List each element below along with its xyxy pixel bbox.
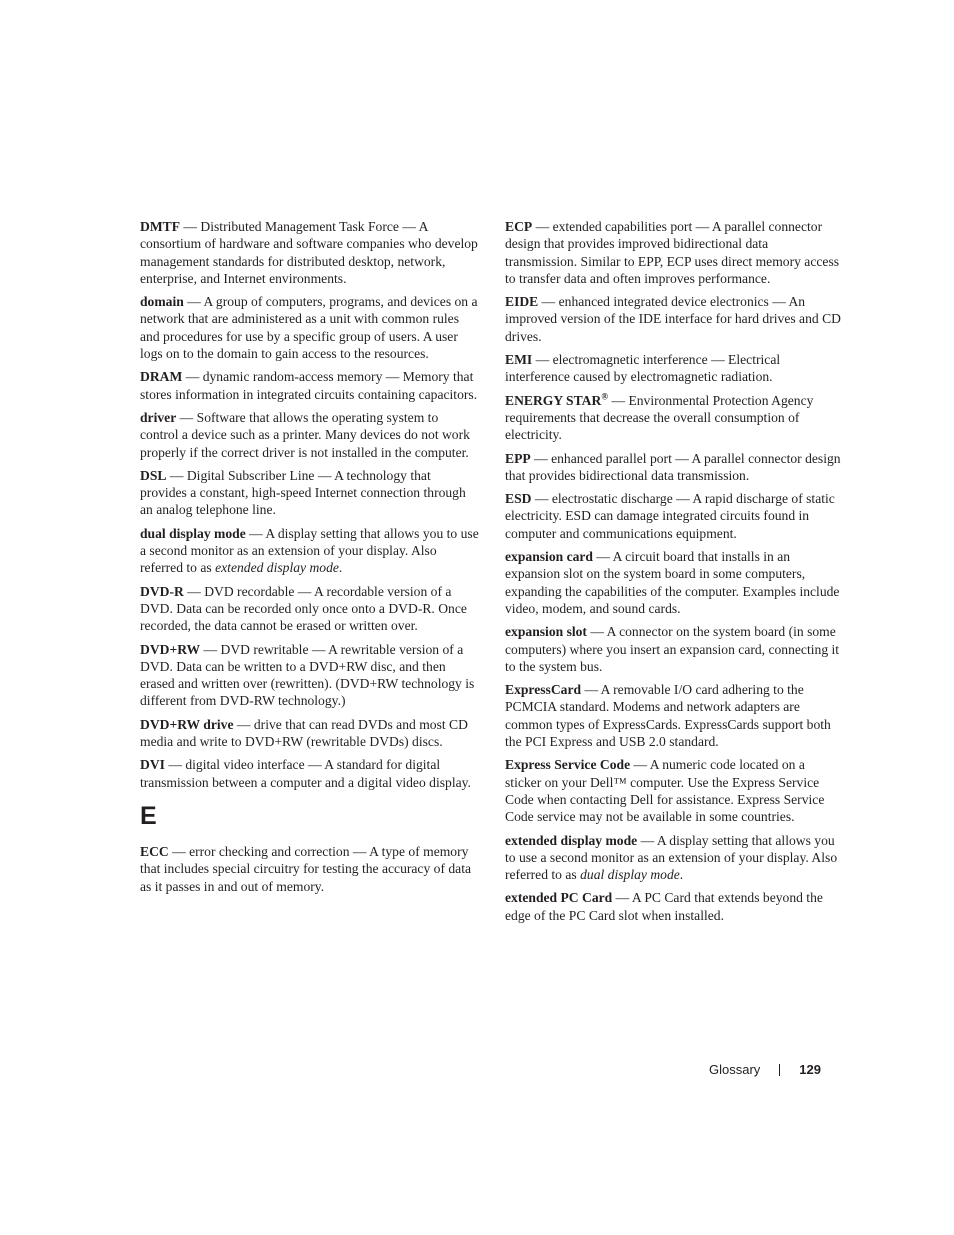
glossary-term [140, 526, 246, 541]
section-letter-heading: E [140, 801, 157, 830]
glossary-definition: — A removable I/O card adhering to the PCMCIA standard. Modems and network adapters are common types of ExpressCards. ExpressCards support both the PCI Express and USB 2.0 standard. [505, 682, 831, 750]
glossary-term-text: DSL [140, 467, 167, 483]
glossary-term-text: DVI [140, 757, 165, 773]
glossary-entry [140, 756, 480, 791]
glossary-entry [505, 832, 843, 884]
glossary-definition: — enhanced integrated device electronics — An improved version of the IDE interface for hard drives and CD drives. [505, 294, 841, 344]
glossary-term-text: extended display mode [505, 832, 638, 848]
glossary-term-text: DMTF [140, 219, 181, 234]
glossary-definition: — DVD recordable — A recordable version of a DVD. Data can be recorded only once onto a DVD-R. Once recorded, the data cannot be erased or written over. [140, 583, 467, 634]
glossary-term-text: DVD+RW drive [140, 716, 234, 732]
glossary-term [505, 393, 608, 408]
glossary-entry [140, 409, 480, 461]
glossary-definition: — digital video interface — A standard for digital transmission between a computer and a digital video display. [140, 757, 471, 790]
glossary-entry [505, 392, 843, 444]
glossary-definition: — Distributed Management Task Force — A consortium of hardware and software companies who develop management standards for distributed desktop, network, enterprise, and Internet environments. [140, 219, 478, 286]
glossary-entry [140, 467, 480, 519]
right-entries [505, 218, 843, 924]
glossary-term [140, 717, 233, 732]
glossary-term [140, 757, 165, 772]
glossary-term [505, 352, 532, 367]
glossary-definition: — drive that can read DVDs and most CD media and write to DVD+RW (rewritable DVDs) discs. [140, 716, 468, 750]
glossary-term-text: extended PC Card [505, 890, 613, 906]
glossary-definition: — A display setting that allows you to use a second monitor as an extension of your display. Also referred to as [505, 832, 838, 883]
right-column [505, 218, 843, 930]
glossary-term [140, 642, 200, 657]
glossary-entry [505, 623, 843, 675]
glossary-definition: — A circuit board that installs in an expansion slot on the system board in some computers, expanding the capabilities of the computer. Examples include video, modem, and sound cards. [505, 549, 840, 616]
footer-separator [779, 1064, 780, 1076]
glossary-term [505, 219, 532, 234]
glossary-term [505, 491, 531, 506]
glossary-definition: — A connector on the system board (in some computers) where you insert an expansion card, connecting it to the system bus. [505, 624, 840, 674]
glossary-definition: — extended capabilities port — A parallel connector design that provides improved bidirectional data transmission. Similar to EPP, ECP uses direct memory access to transfer data and often improves performance. [505, 219, 840, 286]
glossary-definition: — electromagnetic interference — Electrical interference caused by electromagnetic radiation. [505, 352, 781, 385]
glossary-definition: — electrostatic discharge — A rapid discharge of static electricity. ESD can damage integrated circuits found in computer and communications equipment. [505, 491, 835, 541]
glossary-term-text: DRAM [140, 369, 183, 385]
glossary-term-text: driver [140, 409, 177, 425]
glossary-entry [140, 641, 480, 710]
glossary-definition-end: . [338, 560, 343, 576]
entries-before-e [140, 218, 480, 791]
glossary-entry [140, 716, 480, 751]
glossary-term [140, 219, 180, 234]
glossary-definition: — A numeric code located on a sticker on your Dell™ computer. Use the Express Service Code when contacting Dell for assistance. Express Service Code service may not be available in some countries. [505, 757, 825, 825]
glossary-term [140, 584, 184, 599]
registered-mark: ® [601, 391, 609, 402]
glossary-entry [505, 293, 843, 345]
glossary-term-text: EMI [505, 352, 533, 368]
glossary-term-text: domain [140, 294, 184, 310]
glossary-term [505, 294, 538, 309]
glossary-term [140, 844, 169, 859]
glossary-entry [505, 351, 843, 386]
glossary-definition: — A display setting that allows you to use a second monitor as an extension of your display. Also referred to as [140, 525, 479, 576]
glossary-term [505, 833, 637, 848]
glossary-entry [140, 218, 480, 287]
glossary-term [140, 369, 182, 384]
glossary-term-text: DVD+RW [140, 641, 201, 657]
glossary-entry [505, 889, 843, 924]
glossary-entry [140, 843, 480, 895]
glossary-term-text: ESD [505, 491, 532, 507]
left-column [140, 218, 480, 901]
glossary-definition: — Software that allows the operating system to control a device such as a printer. Many devices do not work properly if the correct driver is not installed in the computer. [140, 409, 470, 460]
glossary-term [505, 890, 612, 905]
glossary-cross-reference: extended display mode [215, 560, 339, 576]
page-number: 129 [799, 1062, 821, 1077]
glossary-term-text: EPP [505, 450, 531, 466]
glossary-term-text: ECC [140, 843, 169, 859]
glossary-definition: — Digital Subscriber Line — A technology that provides a constant, high-speed Internet connection through an analog telephone line. [140, 467, 466, 518]
glossary-term [505, 682, 581, 697]
glossary-term [140, 410, 176, 425]
glossary-term-text: ENERGY STAR [505, 392, 602, 408]
glossary-definition: — enhanced parallel port — A parallel connector design that provides bidirectional data transmission. [505, 450, 841, 483]
glossary-definition: — error checking and correction — A type of memory that includes special circuitry for testing the accuracy of data as it passes in and out of memory. [140, 843, 472, 894]
glossary-term-text: expansion slot [505, 624, 587, 640]
glossary-definition-end: . [679, 867, 684, 883]
glossary-term-text: Express Service Code [505, 757, 631, 773]
glossary-definition: — A group of computers, programs, and devices on a network that are administered as a unit with common rules and procedures for use by a specific group of users. A user logs on to the domain to gain access to the resources. [140, 294, 478, 362]
glossary-cross-reference: dual display mode [580, 867, 680, 883]
glossary-entry [505, 218, 843, 287]
entries-after-e [140, 843, 480, 895]
glossary-term-text: expansion card [505, 549, 593, 565]
glossary-term [505, 757, 630, 772]
glossary-entry [505, 548, 843, 617]
glossary-term [505, 624, 587, 639]
glossary-term-text: dual display mode [140, 525, 246, 541]
glossary-term-text: DVD-R [140, 583, 184, 599]
glossary-entry [505, 756, 843, 825]
glossary-term [140, 294, 184, 309]
page-footer [709, 1061, 821, 1079]
glossary-entry [505, 681, 843, 750]
glossary-entry [505, 450, 843, 485]
glossary-term-text: ExpressCard [505, 682, 582, 698]
glossary-term [505, 451, 531, 466]
glossary-term [140, 468, 166, 483]
glossary-entry [140, 368, 480, 403]
glossary-term [505, 549, 593, 564]
glossary-term-text: ECP [505, 219, 533, 234]
glossary-entry [140, 583, 480, 635]
glossary-definition: — Environmental Protection Agency requirements that decrease the overall consumption of electricity. [505, 392, 814, 443]
glossary-entry [505, 490, 843, 542]
glossary-definition: — dynamic random-access memory — Memory that stores information in integrated circuits containing capacitors. [140, 369, 478, 402]
glossary-entry [140, 525, 480, 577]
glossary-term-text: EIDE [505, 294, 539, 310]
glossary-definition: — A PC Card that extends beyond the edge of the PC Card slot when installed. [505, 890, 823, 923]
glossary-entry [140, 293, 480, 362]
footer-section-label: Glossary [709, 1062, 761, 1077]
glossary-definition: — DVD rewritable — A rewritable version of a DVD. Data can be written to a DVD+RW disc, and then erased and written over (rewritten). (DVD+RW technology is different from DVD-RW technology.) [140, 641, 475, 709]
